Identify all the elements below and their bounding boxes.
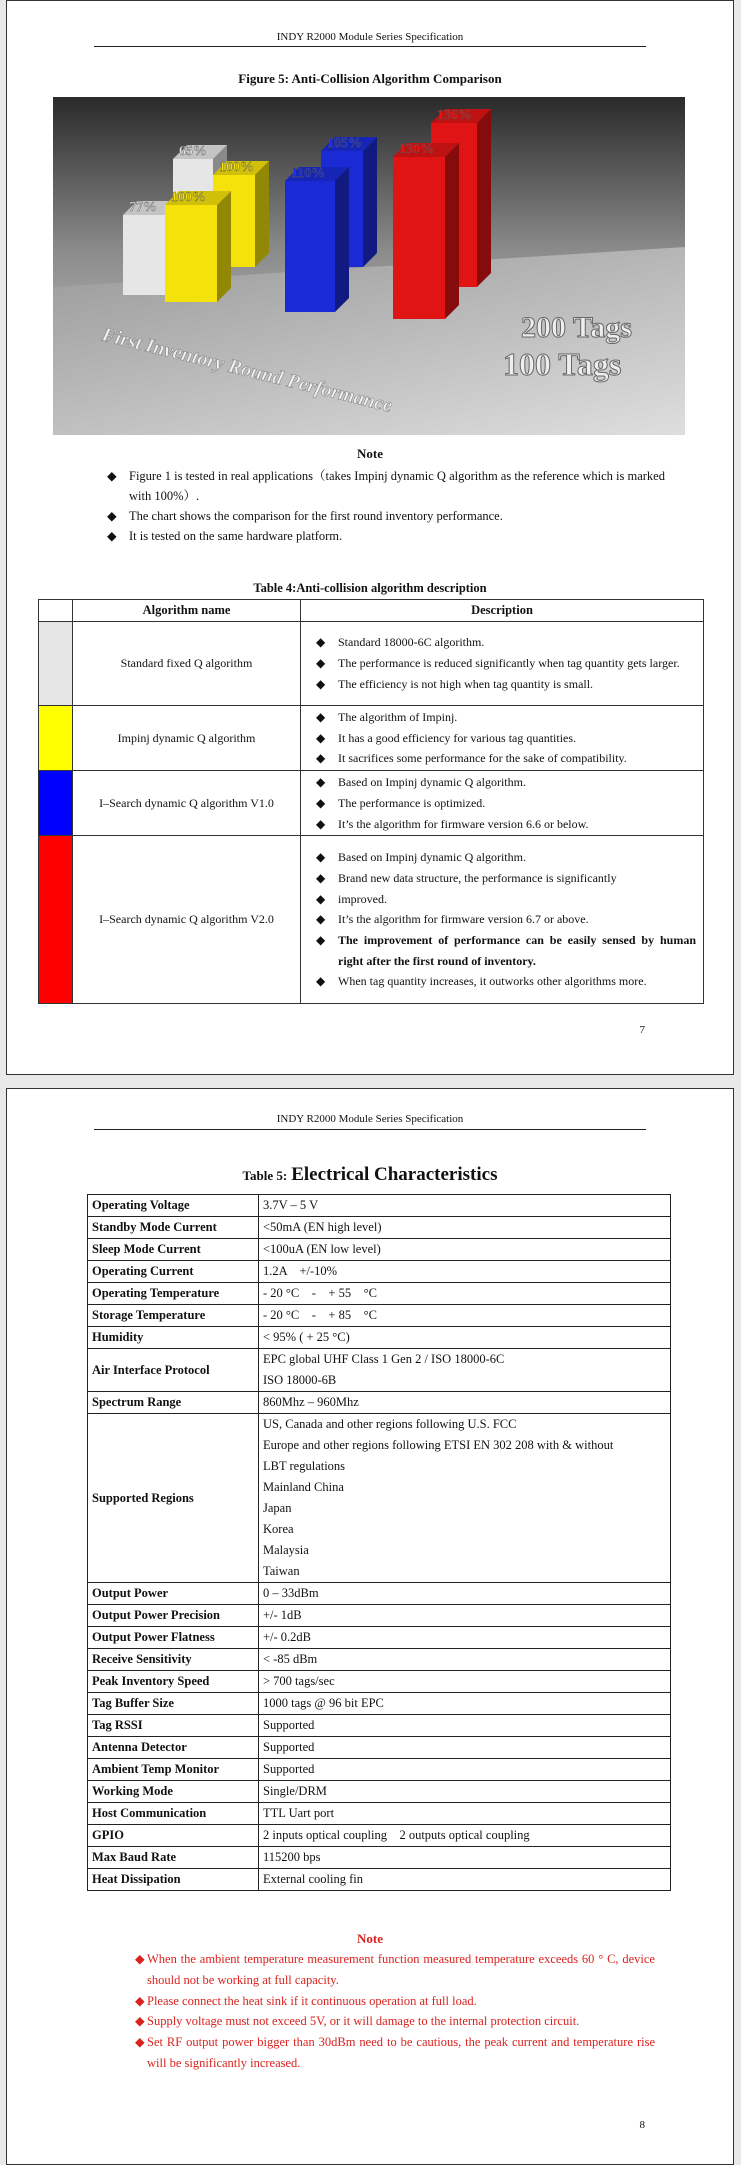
note-title: Note [357,1931,383,1946]
spec-value-line: US, Canada and other regions following U.S. FCC [263,1417,517,1431]
spec-name: Operating Current [88,1261,259,1283]
spec-value-line: +/- 1dB [263,1608,302,1622]
description-item: ◆ The performance is reduced significantly when tag quantity gets larger. [302,653,696,674]
note-item: ◆ The chart shows the comparison for the first round inventory performance. [107,506,667,526]
bar-value-label: 105% [327,136,362,151]
spec-name: Standby Mode Current [88,1217,259,1239]
spec-name: Antenna Detector [88,1737,259,1759]
diamond-bullet-icon: ◆ [316,656,326,671]
spec-name: Tag RSSI [88,1715,259,1737]
diamond-bullet-icon: ◆ [316,676,326,691]
spec-name: GPIO [88,1825,259,1847]
floor-label: First Inventory Round Performance [99,323,395,418]
diamond-bullet-icon: ◆ [316,795,326,810]
table-row [88,1605,671,1627]
spec-value [259,1847,671,1869]
spec-value-line: > 700 tags/sec [263,1674,335,1688]
diamond-bullet-icon: ◆ [135,1952,145,1966]
spec-name: Air Interface Protocol [88,1349,259,1392]
spec-value-line: LBT regulations [263,1459,346,1473]
diamond-bullet-icon: ◆ [107,469,117,483]
spec-value [259,1392,671,1414]
table-row [88,1693,671,1715]
diamond-bullet-icon: ◆ [107,509,117,523]
table-row [88,1803,671,1825]
spec-value-line: - 20 °C - + 85 °C [263,1308,377,1322]
spec-value [259,1414,671,1583]
spec-value [259,1693,671,1715]
spec-value-line: 3.7V – 5 V [263,1198,319,1212]
spec-value [259,1803,671,1825]
diamond-bullet-icon: ◆ [316,891,326,906]
anti-collision-figure [53,97,685,435]
swatch-header [39,600,73,622]
bar-100% [165,190,231,302]
spec-name: Output Power [88,1583,259,1605]
header-rule [94,46,646,47]
note-title: Note [357,446,383,461]
algorithm-description [301,622,704,706]
spec-value-line: Mainland China [263,1480,344,1494]
spec-name: Max Baud Rate [88,1847,259,1869]
electrical-characteristics-table [87,1194,671,1891]
table-row [88,1283,671,1305]
description-item: ◆ Standard 18000-6C algorithm. [302,632,696,653]
spec-value [259,1239,671,1261]
description-item: ◆ When tag quantity increases, it outworks other algorithms more. [302,971,696,992]
table-row [88,1671,671,1693]
description-item: ◆ improved. [302,889,696,910]
spec-value [259,1195,671,1217]
spec-value-line: Taiwan [263,1564,300,1578]
diamond-bullet-icon: ◆ [316,870,326,885]
spec-value [259,1305,671,1327]
running-header: INDY R2000 Module Series Specification [276,1113,464,1125]
table-header-row [39,600,704,622]
spec-value [259,1825,671,1847]
diamond-bullet-icon: ◆ [135,1993,145,2008]
note-item: ◆ It is tested on the same hardware platform. [107,526,667,546]
spec-value-line: 0 – 33dBm [263,1586,319,1600]
table-row [88,1737,671,1759]
table-row [88,1239,671,1261]
table-row [88,1392,671,1414]
description-item: ◆ It has a good efficiency for various tag quantities. [302,728,696,749]
bar-front-face [165,205,217,302]
spec-value-line: <100uA (EN low level) [263,1242,381,1256]
diamond-bullet-icon: ◆ [316,710,326,724]
spec-name: Operating Voltage [88,1195,259,1217]
description-item: ◆ Based on Impinj dynamic Q algorithm. [302,772,696,793]
spec-value [259,1627,671,1649]
spec-value [259,1869,671,1891]
table-row [39,622,704,706]
bar-value-label: 100% [171,190,206,205]
note-item: ◆ Figure 1 is tested in real applications（takes Impinj dynamic Q algorithm as the reference which is marked with 100%）. [107,466,667,506]
table-row [88,1781,671,1803]
spec-value-line: 2 inputs optical coupling 2 outputs optical coupling [263,1828,530,1842]
spec-value [259,1349,671,1392]
spec-name: Peak Inventory Speed [88,1671,259,1693]
column-header: Algorithm name [73,600,301,622]
algorithm-name: Standard fixed Q algorithm [73,622,301,706]
table-row [88,1327,671,1349]
spec-name: Supported Regions [88,1414,259,1583]
spec-value [259,1671,671,1693]
spec-value-line: +/- 0.2dB [263,1630,312,1644]
diamond-bullet-icon: ◆ [135,2035,145,2050]
spec-value-line: - 20 °C - + 55 °C [263,1286,377,1300]
spec-value-line: Single/DRM [263,1784,327,1798]
spec-value-line: Japan [263,1501,292,1515]
algorithm-table [38,599,704,1004]
table-row [88,1715,671,1737]
spec-name: Ambient Temp Monitor [88,1759,259,1781]
diamond-bullet-icon: ◆ [316,635,326,650]
page-number: 7 [639,1024,645,1036]
spec-name: Tag Buffer Size [88,1693,259,1715]
bar-side-face [445,143,459,319]
diamond-bullet-icon: ◆ [316,751,326,766]
diamond-bullet-icon: ◆ [316,912,326,927]
spec-name: Output Power Flatness [88,1627,259,1649]
diamond-bullet-icon: ◆ [316,974,326,989]
bar-value-label: 100% [219,160,254,175]
spec-value-line: Supported [263,1740,315,1754]
running-header: INDY R2000 Module Series Specification [276,31,464,43]
color-swatch [39,706,73,771]
figure-image [53,97,685,435]
spec-value [259,1583,671,1605]
spec-value-line: EPC global UHF Class 1 Gen 2 / ISO 18000-6C [263,1352,505,1366]
diamond-bullet-icon: ◆ [316,730,326,745]
spec-value-line: TTL Uart port [263,1806,335,1820]
table-row [88,1414,671,1583]
spec-value [259,1781,671,1803]
spec-name: Storage Temperature [88,1305,259,1327]
bar-value-label: 110% [291,166,326,181]
bar-side-face [335,167,349,312]
bar-value-label: 65% [179,144,207,159]
spec-name: Humidity [88,1327,259,1349]
spec-value [259,1715,671,1737]
bar-side-face [363,137,377,267]
spec-value [259,1327,671,1349]
spec-name: Operating Temperature [88,1283,259,1305]
algorithm-description [301,836,704,1004]
description-list [302,772,702,834]
spec-value-line: Korea [263,1522,294,1536]
page-number: 8 [639,2119,645,2131]
color-swatch [39,771,73,836]
table-row [88,1349,671,1392]
algorithm-description [301,706,704,771]
table5-title: Electrical Characteristics [291,1164,498,1185]
bar-130% [393,142,459,319]
diamond-bullet-icon: ◆ [135,2014,145,2029]
color-swatch [39,622,73,706]
spec-name: Host Communication [88,1803,259,1825]
spec-name: Output Power Precision [88,1605,259,1627]
bar-value-label: 130% [399,142,434,157]
spec-value-line: <50mA (EN high level) [263,1220,382,1234]
tag-label-100: 100 Tags [503,346,622,382]
spec-value-line: ISO 18000-6B [263,1373,337,1387]
diamond-bullet-icon: ◆ [316,850,326,865]
description-list [302,847,702,992]
bar-side-face [477,109,491,287]
spec-value [259,1217,671,1239]
spec-value-line: 1000 tags @ 96 bit EPC [263,1696,384,1710]
table-row [39,771,704,836]
description-item: ◆ The algorithm of Impinj. [302,707,696,728]
description-item: ◆ The efficiency is not high when tag quantity is small. [302,674,696,695]
bar-front-face [123,215,171,295]
table4-caption: Table 4:Anti-collision algorithm description [253,581,487,595]
red-note-list [135,1949,655,2074]
spec-value-line: 115200 bps [263,1850,321,1864]
table-row [88,1305,671,1327]
spec-value [259,1649,671,1671]
note-item: ◆ Set RF output power bigger than 30dBm need to be cautious, the peak current and temperature rise will be significantly increased. [135,2032,655,2074]
diamond-bullet-icon: ◆ [316,816,326,831]
spec-name: Heat Dissipation [88,1869,259,1891]
spec-value-line: Supported [263,1718,315,1732]
bar-110% [285,166,349,312]
page-7 [6,0,734,1075]
bar-value-label: 136% [437,108,472,123]
header-rule [94,1129,646,1130]
spec-name: Sleep Mode Current [88,1239,259,1261]
page-8 [6,1088,734,2165]
diamond-bullet-icon: ◆ [316,933,326,948]
spec-name: Spectrum Range [88,1392,259,1414]
table-row [88,1217,671,1239]
spec-value [259,1605,671,1627]
table-row [88,1583,671,1605]
spec-value [259,1283,671,1305]
spec-value-line: 1.2A +/-10% [263,1264,338,1278]
description-item: ◆ The performance is optimized. [302,793,696,814]
spec-value-line: Supported [263,1762,315,1776]
table5-caption [7,1164,733,1186]
spec-value-line: Malaysia [263,1543,309,1557]
note-item: ◆ Please connect the heat sink if it continuous operation at full load. [135,1991,655,2012]
column-header: Description [301,600,704,622]
bar-side-face [217,191,231,302]
diamond-bullet-icon: ◆ [107,529,117,543]
table-row [39,706,704,771]
description-item: ◆ It’s the algorithm for firmware version 6.6 or below. [302,814,696,835]
description-item: ◆ Brand new data structure, the performance is significantly [302,868,696,889]
algorithm-name: I–Search dynamic Q algorithm V2.0 [73,836,301,1004]
spec-name: Receive Sensitivity [88,1649,259,1671]
algorithm-name: Impinj dynamic Q algorithm [73,706,301,771]
spec-value-line: Europe and other regions following ETSI EN 302 208 with & without [263,1438,614,1452]
table-row [88,1825,671,1847]
description-list [302,707,702,769]
table-row [88,1649,671,1671]
table-row [39,836,704,1004]
algorithm-name: I–Search dynamic Q algorithm V1.0 [73,771,301,836]
table-row [88,1869,671,1891]
table-row [88,1847,671,1869]
description-list [302,632,702,694]
table-row [88,1195,671,1217]
note-list [107,466,667,546]
description-item: ◆ Based on Impinj dynamic Q algorithm. [302,847,696,868]
figure-caption: Figure 5: Anti-Collision Algorithm Comparison [238,71,502,86]
bar-front-face [393,157,445,319]
spec-value [259,1737,671,1759]
description-item: ◆ The improvement of performance can be easily sensed by human right after the first round of inventory. [302,930,696,971]
table-row [88,1627,671,1649]
note-item: ◆ Supply voltage must not exceed 5V, or it will damage to the internal protection circuit. [135,2011,655,2032]
table-row [88,1261,671,1283]
note-item: ◆ When the ambient temperature measurement function measured temperature exceeds 60 ° C, device should not be working at full capacity. [135,1949,655,1991]
bar-side-face [255,161,269,267]
algorithm-description [301,771,704,836]
table5-number: Table 5: [242,1168,288,1183]
bar-value-label: 77% [129,200,157,215]
diamond-bullet-icon: ◆ [316,775,326,790]
bar-front-face [285,181,335,312]
spec-value-line: < 95% ( + 25 °C) [263,1330,350,1344]
spec-value-line: External cooling fin [263,1872,363,1886]
table-row [88,1759,671,1781]
description-item: ◆ It’s the algorithm for firmware version 6.7 or above. [302,909,696,930]
spec-value-line: 860Mhz – 960Mhz [263,1395,359,1409]
color-swatch [39,836,73,1004]
spec-name: Working Mode [88,1781,259,1803]
spec-value-line: < -85 dBm [263,1652,318,1666]
description-item: ◆ It sacrifices some performance for the sake of compatibility. [302,748,696,769]
spec-value [259,1759,671,1781]
tag-label-200: 200 Tags [521,311,632,344]
spec-value [259,1261,671,1283]
